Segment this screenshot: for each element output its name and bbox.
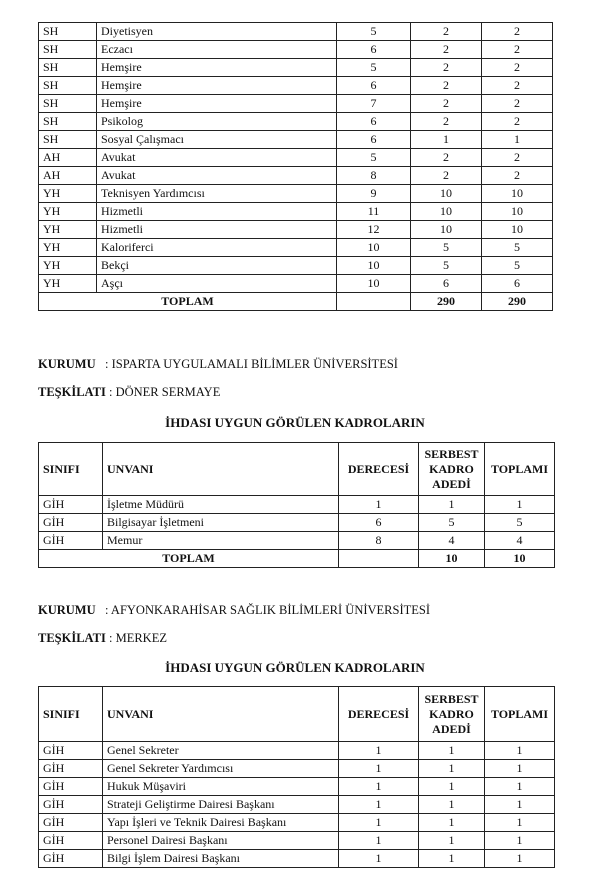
row-class: GİH: [39, 796, 103, 814]
row-grade: 1: [339, 796, 419, 814]
total-label: TOPLAM: [39, 550, 339, 568]
header-class: SINIFI: [39, 443, 103, 496]
row-grade: 6: [337, 41, 411, 59]
organization-value: : DÖNER SERMAYE: [108, 385, 221, 399]
row-title: Hizmetli: [97, 221, 337, 239]
table-row: [39, 149, 553, 167]
total-row: [39, 293, 553, 311]
row-class: GİH: [39, 760, 103, 778]
row-grade: 7: [337, 95, 411, 113]
table-row: [39, 59, 553, 77]
row-title: Bekçi: [97, 257, 337, 275]
header-total: TOPLAMI: [485, 443, 555, 496]
header-total: TOPLAMI: [485, 687, 555, 742]
row-title: Hemşire: [97, 59, 337, 77]
row-free-count: 2: [411, 59, 482, 77]
table-row: [39, 185, 553, 203]
row-free-count: 6: [411, 275, 482, 293]
row-total: 4: [485, 532, 555, 550]
row-class: SH: [39, 131, 97, 149]
row-total: 2: [482, 77, 553, 95]
table-row: [39, 532, 555, 550]
row-total: 1: [482, 131, 553, 149]
row-free-count: 1: [419, 760, 485, 778]
row-total: 6: [482, 275, 553, 293]
row-free-count: 2: [411, 149, 482, 167]
row-free-count: 1: [419, 796, 485, 814]
row-free-count: 1: [419, 742, 485, 760]
table-row: [39, 167, 553, 185]
table-row: [39, 832, 555, 850]
row-class: SH: [39, 77, 97, 95]
table-row: [39, 514, 555, 532]
row-class: SH: [39, 41, 97, 59]
section-title: İHDASI UYGUN GÖRÜLEN KADROLARIN: [165, 415, 425, 430]
table-row: [39, 239, 553, 257]
row-total: 1: [485, 742, 555, 760]
row-grade: 8: [339, 532, 419, 550]
row-total: 10: [482, 203, 553, 221]
row-total: 2: [482, 59, 553, 77]
row-grade: 8: [337, 167, 411, 185]
row-total: 5: [485, 514, 555, 532]
table-row: [39, 41, 553, 59]
row-total: 2: [482, 113, 553, 131]
row-free-count: 5: [411, 257, 482, 275]
row-total: 1: [485, 832, 555, 850]
row-title: Hukuk Müşaviri: [103, 778, 339, 796]
row-grade: 10: [337, 275, 411, 293]
organization-label: TEŞKİLATI: [38, 631, 106, 645]
row-title: Hemşire: [97, 95, 337, 113]
row-grade: 6: [337, 131, 411, 149]
row-title: Strateji Geliştirme Dairesi Başkanı: [103, 796, 339, 814]
row-total: 1: [485, 850, 555, 868]
row-total: 5: [482, 239, 553, 257]
row-grade: 10: [337, 239, 411, 257]
row-total: 10: [482, 221, 553, 239]
total-label: TOPLAM: [39, 293, 337, 311]
row-grade: 1: [339, 760, 419, 778]
continuation-table: [38, 22, 553, 311]
header-free-count: SERBEST KADRO ADEDİ: [419, 443, 485, 496]
total-free-count: 290: [411, 293, 482, 311]
row-class: GİH: [39, 832, 103, 850]
row-title: Hizmetli: [97, 203, 337, 221]
header-title: UNVANI: [103, 687, 339, 742]
institution-line: [38, 603, 430, 618]
header-title: UNVANI: [103, 443, 339, 496]
row-class: YH: [39, 239, 97, 257]
institution-label: KURUMU: [38, 603, 96, 617]
row-total: 1: [485, 760, 555, 778]
row-grade: 1: [339, 850, 419, 868]
organization-value: : MERKEZ: [108, 631, 167, 645]
row-total: 1: [485, 496, 555, 514]
row-free-count: 2: [411, 95, 482, 113]
header-grade: DERECESİ: [339, 443, 419, 496]
row-free-count: 1: [419, 832, 485, 850]
row-title: Eczacı: [97, 41, 337, 59]
table-row: [39, 221, 553, 239]
row-grade: 5: [337, 59, 411, 77]
row-total: 5: [482, 257, 553, 275]
row-total: 10: [482, 185, 553, 203]
row-title: Teknisyen Yardımcısı: [97, 185, 337, 203]
row-total: 1: [485, 778, 555, 796]
row-free-count: 10: [411, 185, 482, 203]
row-free-count: 1: [419, 778, 485, 796]
table-row: [39, 850, 555, 868]
row-grade: 6: [337, 113, 411, 131]
row-grade: 5: [337, 149, 411, 167]
row-grade: 6: [339, 514, 419, 532]
row-grade: 1: [339, 814, 419, 832]
row-free-count: 5: [411, 239, 482, 257]
table-row: [39, 131, 553, 149]
positions-table: [38, 442, 555, 568]
row-free-count: 10: [411, 221, 482, 239]
row-title: Genel Sekreter Yardımcısı: [103, 760, 339, 778]
row-class: SH: [39, 23, 97, 41]
row-class: AH: [39, 149, 97, 167]
header-class: SINIFI: [39, 687, 103, 742]
row-free-count: 2: [411, 113, 482, 131]
table-row: [39, 742, 555, 760]
row-class: YH: [39, 275, 97, 293]
row-title: Sosyal Çalışmacı: [97, 131, 337, 149]
table-row: [39, 95, 553, 113]
row-class: SH: [39, 113, 97, 131]
institution-line: [38, 357, 398, 372]
row-class: GİH: [39, 532, 103, 550]
row-grade: 1: [339, 832, 419, 850]
institution-label: KURUMU: [38, 357, 96, 371]
table-row: [39, 496, 555, 514]
row-class: GİH: [39, 814, 103, 832]
row-free-count: 5: [419, 514, 485, 532]
organization-line: [38, 631, 167, 646]
row-free-count: 1: [419, 850, 485, 868]
row-total: 2: [482, 41, 553, 59]
row-title: Bilgi İşlem Dairesi Başkanı: [103, 850, 339, 868]
row-grade: 5: [337, 23, 411, 41]
row-title: Hemşire: [97, 77, 337, 95]
table-row: [39, 257, 553, 275]
row-grade: 12: [337, 221, 411, 239]
row-total: 2: [482, 149, 553, 167]
row-free-count: 1: [419, 496, 485, 514]
row-grade: 1: [339, 778, 419, 796]
organization-label: TEŞKİLATI: [38, 385, 106, 399]
row-grade: 6: [337, 77, 411, 95]
row-title: Kaloriferci: [97, 239, 337, 257]
section-title: İHDASI UYGUN GÖRÜLEN KADROLARIN: [165, 660, 425, 675]
row-class: AH: [39, 167, 97, 185]
header-grade: DERECESİ: [339, 687, 419, 742]
row-title: Aşçı: [97, 275, 337, 293]
row-total: 1: [485, 796, 555, 814]
row-title: Yapı İşleri ve Teknik Dairesi Başkanı: [103, 814, 339, 832]
table-row: [39, 203, 553, 221]
row-total: 2: [482, 23, 553, 41]
row-title: Personel Dairesi Başkanı: [103, 832, 339, 850]
row-total: 2: [482, 95, 553, 113]
row-grade: 10: [337, 257, 411, 275]
row-title: Avukat: [97, 149, 337, 167]
row-free-count: 1: [419, 814, 485, 832]
row-title: Bilgisayar İşletmeni: [103, 514, 339, 532]
row-title: Psikolog: [97, 113, 337, 131]
row-free-count: 2: [411, 23, 482, 41]
total-sum: 10: [485, 550, 555, 568]
organization-line: [38, 385, 220, 400]
row-class: GİH: [39, 496, 103, 514]
row-class: YH: [39, 257, 97, 275]
row-title: İşletme Müdürü: [103, 496, 339, 514]
row-title: Avukat: [97, 167, 337, 185]
total-sum: 290: [482, 293, 553, 311]
row-grade: 11: [337, 203, 411, 221]
row-total: 1: [485, 814, 555, 832]
row-grade: 1: [339, 742, 419, 760]
row-title: Diyetisyen: [97, 23, 337, 41]
row-free-count: 2: [411, 41, 482, 59]
total-free-count: 10: [419, 550, 485, 568]
row-class: YH: [39, 185, 97, 203]
row-free-count: 1: [411, 131, 482, 149]
institution-value: : AFYONKARAHİSAR SAĞLIK BİLİMLERİ ÜNİVERSİTESİ: [105, 603, 431, 617]
row-class: GİH: [39, 778, 103, 796]
header-free-count: SERBEST KADRO ADEDİ: [419, 687, 485, 742]
row-class: YH: [39, 203, 97, 221]
row-free-count: 10: [411, 203, 482, 221]
row-free-count: 2: [411, 77, 482, 95]
row-class: SH: [39, 95, 97, 113]
table-row: [39, 77, 553, 95]
row-class: GİH: [39, 742, 103, 760]
table-row: [39, 760, 555, 778]
row-grade: 9: [337, 185, 411, 203]
table-row: [39, 23, 553, 41]
table-row: [39, 796, 555, 814]
row-class: SH: [39, 59, 97, 77]
row-class: GİH: [39, 514, 103, 532]
row-title: Genel Sekreter: [103, 742, 339, 760]
row-title: Memur: [103, 532, 339, 550]
table-row: [39, 778, 555, 796]
total-row: [39, 550, 555, 568]
institution-value: : ISPARTA UYGULAMALI BİLİMLER ÜNİVERSİTESİ: [105, 357, 398, 371]
row-free-count: 2: [411, 167, 482, 185]
table-row: [39, 275, 553, 293]
row-free-count: 4: [419, 532, 485, 550]
row-class: YH: [39, 221, 97, 239]
table-row: [39, 113, 553, 131]
table-row: [39, 814, 555, 832]
row-total: 2: [482, 167, 553, 185]
row-grade: 1: [339, 496, 419, 514]
positions-table: [38, 686, 555, 868]
row-class: GİH: [39, 850, 103, 868]
